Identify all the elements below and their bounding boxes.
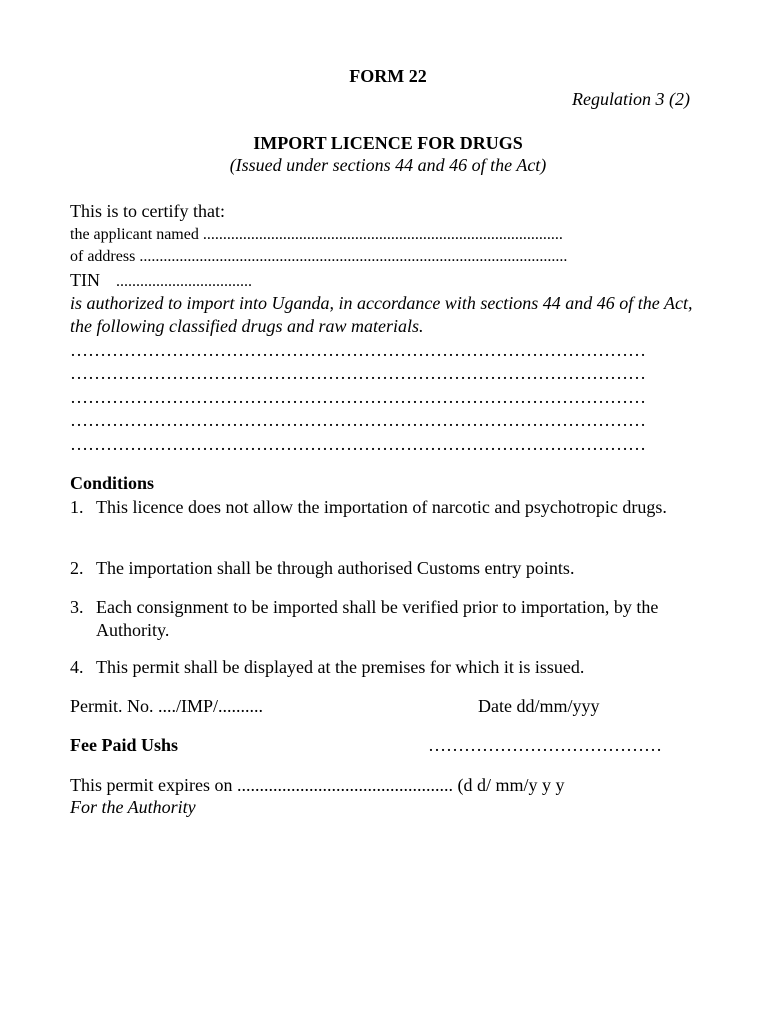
condition-number: 2. bbox=[70, 558, 84, 578]
condition-number: 3. bbox=[70, 597, 84, 617]
tin-line bbox=[70, 270, 252, 291]
drug-line: …………………………………………………………………………………… bbox=[70, 410, 646, 431]
condition-text: This licence does not allow the importation of narcotic and psychotropic drugs. bbox=[96, 497, 667, 517]
for-authority: For the Authority bbox=[70, 797, 196, 817]
drug-line: …………………………………………………………………………………… bbox=[70, 340, 646, 360]
condition-item bbox=[70, 557, 710, 580]
condition-text: This permit shall be displayed at the premises for which it is issued. bbox=[96, 657, 585, 677]
condition-number: 1. bbox=[70, 497, 84, 517]
authorization-text: is authorized to import into Uganda, in accordance with sections 44 and 46 of the Act, the following classified drugs and raw materials. bbox=[70, 293, 693, 336]
drug-line: …………………………………………………………………………………… bbox=[70, 363, 646, 384]
document-subtitle: (Issued under sections 44 and 46 of the Act) bbox=[229, 155, 547, 175]
conditions-heading: Conditions bbox=[70, 473, 155, 493]
condition-item bbox=[70, 656, 710, 679]
drug-list-lines bbox=[70, 339, 646, 456]
expiry-line: This permit expires on ................................................ (d d/ mm/y y y bbox=[70, 775, 565, 795]
fee-paid-label: Fee Paid Ushs bbox=[70, 735, 178, 755]
tin-label: TIN bbox=[70, 270, 100, 290]
form-number: FORM 22 bbox=[349, 66, 427, 86]
condition-text: The importation shall be through authorised Customs entry points. bbox=[96, 558, 575, 578]
condition-item bbox=[70, 496, 710, 519]
condition-number: 4. bbox=[70, 657, 84, 677]
regulation-reference: Regulation 3 (2) bbox=[572, 89, 690, 109]
document-title: IMPORT LICENCE FOR DRUGS bbox=[253, 133, 523, 153]
certify-intro: This is to certify that: bbox=[70, 201, 225, 221]
fee-paid-dots: ………………………………… bbox=[428, 735, 662, 755]
condition-item bbox=[70, 596, 710, 642]
tin-dots: .................................. bbox=[116, 273, 252, 290]
applicant-name-line: the applicant named .......................................................................................... bbox=[70, 226, 563, 243]
permit-number-field: Permit. No. ..../IMP/.......... bbox=[70, 696, 264, 716]
date-field: Date dd/mm/yyy bbox=[478, 696, 600, 716]
address-line: of address ........................................................................................................... bbox=[70, 248, 568, 265]
drug-line: …………………………………………………………………………………… bbox=[70, 386, 646, 407]
drug-line: …………………………………………………………………………………… bbox=[70, 433, 646, 454]
condition-text: Each consignment to be imported shall be verified prior to importation, by the Authority. bbox=[96, 597, 659, 640]
